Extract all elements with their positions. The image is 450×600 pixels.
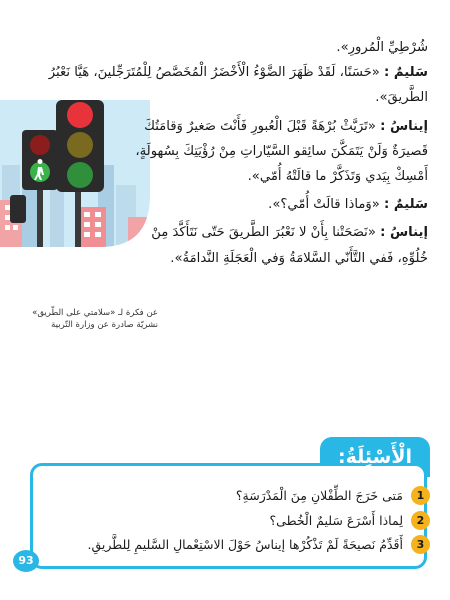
- question-item: [87, 533, 430, 555]
- source-citation: [32, 307, 158, 331]
- source-line-1: عن فكرة لـ «سلامتي على الطّريق»: [32, 308, 158, 318]
- question-item: [236, 484, 430, 506]
- story-line: خُلُوِّهِ، فَفي التَّأَنّي السَّلامَةُ وَفي الْعَجَلَةِ النَّدامَةُ».: [170, 251, 428, 266]
- story-line: الطَّريقَ».: [375, 90, 428, 105]
- story-line: شُرْطِيِّ الْمُرورِ».: [336, 40, 428, 55]
- story-line: أَمْسِكْ بِيَدي وَتَذَكَّرْ ما قالَتْهُ أُمّي».: [247, 169, 428, 184]
- question-text: مَتى خَرَجَ الطِّفْلانِ مِنَ الْمَدْرَسَةِ؟: [235, 487, 403, 503]
- page-number: 93: [13, 550, 39, 572]
- question-text: أَقَدِّمُ نَصيحَةً لَمْ تَذْكُرْها إيناسُ حَوْلَ الاسْتِعْمالِ السَّليمِ لِلطَّريقِ.: [87, 536, 403, 552]
- story-line: قَصيرَةٌ وَلَنْ يَتَمَكَّنَ سائِقو السَّيّاراتِ مِنْ رُؤْيَتِكَ بِسُهولَةٍ،: [135, 144, 428, 159]
- question-number-badge: 3: [411, 535, 430, 554]
- question-number-badge: 2: [411, 511, 430, 530]
- questions-title: الْأَسْئِلَةُ:: [338, 446, 412, 468]
- question-item: [270, 509, 430, 531]
- story-line: سَليمٌ : «وَماذا قالَتْ أُمّي؟».: [268, 197, 428, 212]
- story-line: إيناسُ : «تَرَيَّثْ بُرْهَةً قَبْلَ الْعُبورِ فَأَنْتَ صَغيرٌ وَقامَتُكَ: [144, 119, 428, 134]
- source-line-2: نشريّة صادرة عن وزارة التّربية: [51, 320, 158, 330]
- question-number-badge: 1: [411, 486, 430, 505]
- story-line: سَليمٌ : «حَسَنًا، لَقَدْ ظَهَرَ الضَّوْءُ الْأَخْضَرُ الْمُخَصَّصُ لِلْمُتَرَجِّلينَ، هَيَّا نَعْبُرُ: [48, 65, 428, 80]
- traffic-light-illustration: [0, 95, 150, 250]
- story-line: إيناسُ : «نَصَحَتْنا بِأَنْ لا نَعْبُرَ الطَّريقَ حَتّى نَتَأَكَّدَ مِنْ: [151, 225, 428, 240]
- question-text: لِماذا أَسْرَعَ سَليمٌ الْخُطى؟: [269, 512, 403, 528]
